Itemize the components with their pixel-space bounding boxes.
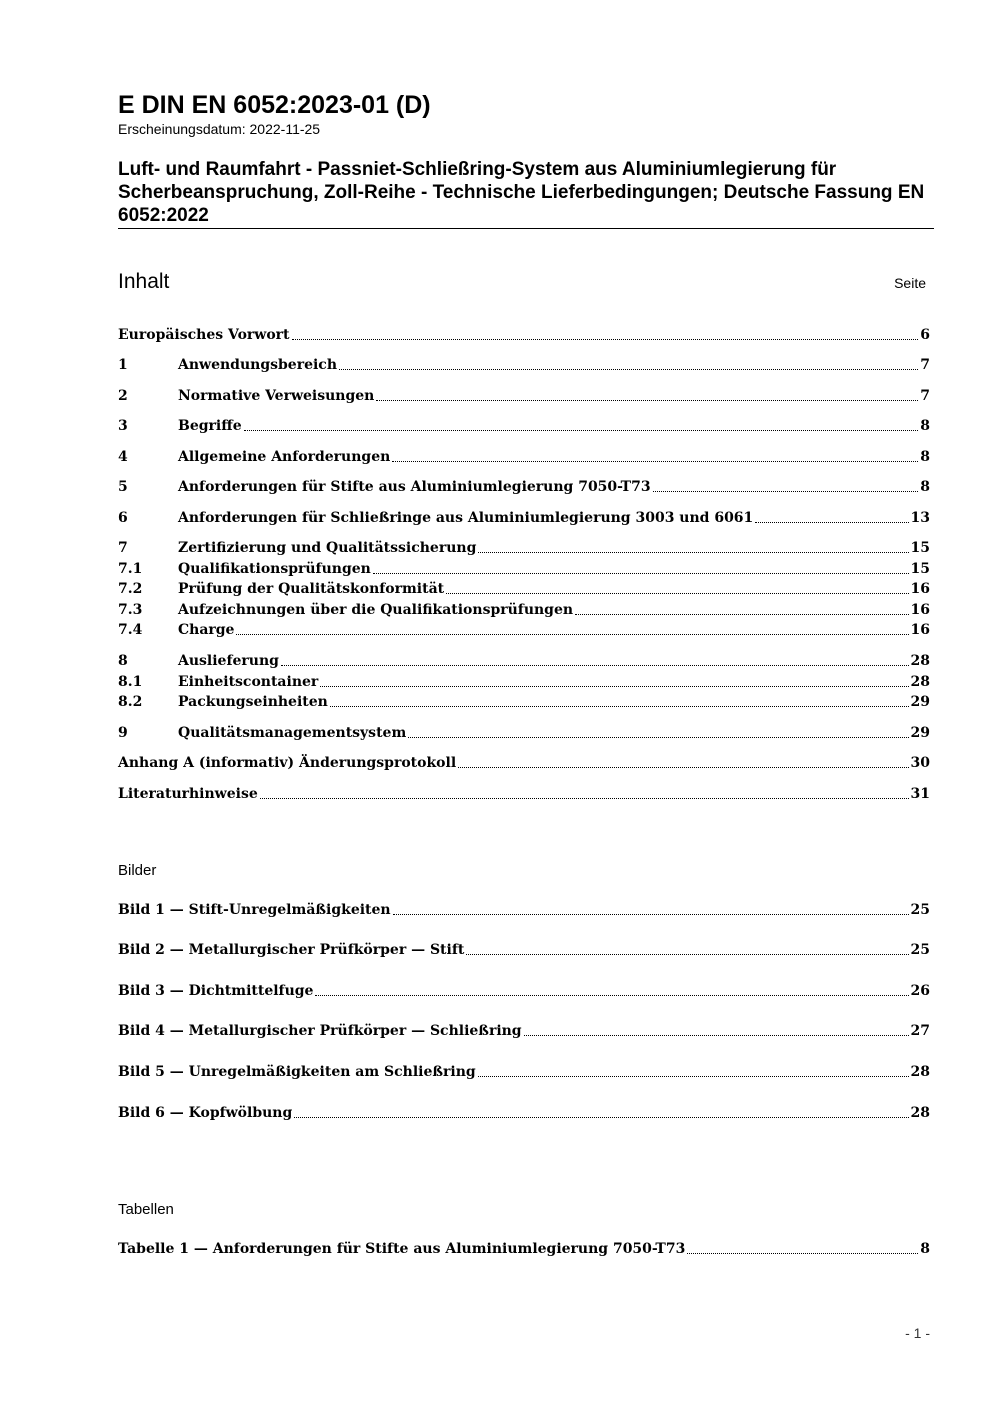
toc-entry-page: 16	[910, 622, 930, 638]
toc-entry-label: Einheitscontainer	[178, 674, 319, 690]
toc-entry-number: 9	[118, 725, 128, 741]
tables-heading: Tabellen	[118, 1201, 174, 1218]
figure-entry-label: Bild 1 — Stift-Unregelmäßigkeiten	[118, 902, 391, 918]
figure-entry[interactable]	[118, 1062, 930, 1082]
toc-entry-number: 7.4	[118, 622, 143, 638]
document-title: Luft- und Raumfahrt - Passniet-Schließring-System aus Aluminiumlegierung für Scherbeanspruchung, Zoll-Reihe - Technische Lieferbedingungen; Deutsche Fassung EN 6052:2022	[118, 158, 934, 229]
toc-entry-label: Zertifizierung und Qualitätssicherung	[178, 540, 477, 556]
document-id: E DIN EN 6052:2023-01 (D)	[118, 91, 431, 119]
toc-entry-label: Auslieferung	[178, 653, 279, 669]
figure-entry-label: Bild 3 — Dichtmittelfuge	[118, 983, 314, 999]
toc-entry-label: Europäisches Vorwort	[118, 327, 290, 343]
toc-leader-dots	[408, 736, 908, 738]
toc-entry-page: 16	[910, 602, 930, 618]
document-header	[118, 90, 934, 229]
toc-leader-dots	[755, 521, 908, 523]
toc-entry-page: 15	[910, 540, 930, 556]
toc-entry-number: 8.2	[118, 694, 143, 710]
toc-leader-dots	[466, 953, 908, 955]
toc-entry[interactable]	[118, 538, 930, 558]
toc-entry-page: 28	[910, 653, 930, 669]
toc-entry-label: Qualitätsmanagementsystem	[178, 725, 407, 741]
toc-entry-page: 8	[920, 418, 930, 434]
toc-entry-number: 5	[118, 479, 128, 495]
toc-leader-dots	[292, 338, 919, 340]
toc-entry-page: 6	[920, 327, 930, 343]
figure-entry[interactable]	[118, 1103, 930, 1123]
toc-entry-number: 8.1	[118, 674, 143, 690]
toc-entry[interactable]	[118, 753, 930, 773]
table-entry-label: Tabelle 1 — Anforderungen für Stifte aus Aluminiumlegierung 7050-T73	[118, 1241, 686, 1257]
toc-entry[interactable]	[118, 784, 930, 804]
toc-entry-page: 15	[910, 561, 930, 577]
publication-date: Erscheinungsdatum: 2022-11-25	[118, 121, 321, 137]
toc-leader-dots	[281, 664, 909, 666]
toc-leader-dots	[478, 551, 908, 553]
figure-entry-label: Bild 6 — Kopfwölbung	[118, 1105, 293, 1121]
toc-leader-dots	[575, 613, 908, 615]
toc-leader-dots	[392, 460, 918, 462]
figure-entry[interactable]	[118, 1021, 930, 1041]
toc-entry-number: 7.2	[118, 581, 143, 597]
toc-entry[interactable]	[118, 325, 930, 345]
toc-entry-label: Anhang A (informativ) Änderungsprotokoll	[118, 755, 457, 771]
toc-entry-label: Allgemeine Anforderungen	[178, 449, 391, 465]
toc-entry-page: 8	[920, 449, 930, 465]
figures-heading: Bilder	[118, 862, 157, 879]
toc-entry-page: 28	[910, 674, 930, 690]
toc-entry-label: Literaturhinweise	[118, 786, 258, 802]
toc-leader-dots	[478, 1075, 909, 1077]
toc-entry[interactable]	[118, 579, 930, 599]
toc-entry-number: 1	[118, 357, 128, 373]
toc-leader-dots	[260, 797, 909, 799]
toc-entry-label: Charge	[178, 622, 235, 638]
toc-entry-label: Normative Verweisungen	[178, 388, 375, 404]
toc-entry-page: 16	[910, 581, 930, 597]
figure-entry-page: 25	[910, 942, 930, 958]
toc-entry-label: Anforderungen für Schließringe aus Aluminiumlegierung 3003 und 6061	[178, 510, 754, 526]
toc-entry[interactable]	[118, 692, 930, 712]
toc-entry[interactable]	[118, 508, 930, 528]
toc-entry-number: 7.3	[118, 602, 143, 618]
toc-leader-dots	[294, 1116, 908, 1118]
toc-leader-dots	[330, 705, 909, 707]
toc-entry-page: 8	[920, 479, 930, 495]
toc-leader-dots	[236, 633, 908, 635]
toc-entry-label: Prüfung der Qualitätskonformität	[178, 581, 445, 597]
toc-entry[interactable]	[118, 386, 930, 406]
figure-entry[interactable]	[118, 981, 930, 1001]
toc-entry[interactable]	[118, 355, 930, 375]
figure-entry-label: Bild 5 — Unregelmäßigkeiten am Schließring	[118, 1064, 476, 1080]
toc-entry[interactable]	[118, 559, 930, 579]
toc-entry-number: 6	[118, 510, 128, 526]
toc-leader-dots	[393, 913, 909, 915]
toc-leader-dots	[244, 429, 919, 431]
toc-leader-dots	[524, 1034, 909, 1036]
page-number: - 1 -	[905, 1325, 930, 1341]
toc-entry[interactable]	[118, 600, 930, 620]
toc-entry[interactable]	[118, 672, 930, 692]
toc-entry-page: 30	[910, 755, 930, 771]
toc-leader-dots	[446, 592, 908, 594]
table-entry[interactable]	[118, 1239, 930, 1259]
figure-entry[interactable]	[118, 940, 930, 960]
toc-entry-label: Anwendungsbereich	[178, 357, 337, 373]
toc-entry-number: 8	[118, 653, 128, 669]
toc-leader-dots	[315, 994, 908, 996]
toc-entry-label: Packungseinheiten	[178, 694, 328, 710]
figure-entry-label: Bild 4 — Metallurgischer Prüfkörper — Schließring	[118, 1023, 522, 1039]
toc-leader-dots	[339, 368, 918, 370]
figure-entry-page: 26	[910, 983, 930, 999]
toc-entry[interactable]	[118, 620, 930, 640]
toc-entry-page: 13	[910, 510, 930, 526]
page-column-label: Seite	[894, 275, 926, 291]
toc-entry-label: Anforderungen für Stifte aus Aluminiumlegierung 7050-T73	[178, 479, 651, 495]
toc-entry-number: 7.1	[118, 561, 143, 577]
toc-entry-number: 2	[118, 388, 128, 404]
toc-entry-number: 7	[118, 540, 128, 556]
toc-entry-page: 29	[910, 694, 930, 710]
figure-entry-page: 27	[910, 1023, 930, 1039]
contents-heading: Inhalt	[118, 270, 170, 293]
figure-entry-page: 28	[910, 1105, 930, 1121]
figure-entry-page: 28	[910, 1064, 930, 1080]
toc-entry[interactable]	[118, 477, 930, 497]
toc-entry[interactable]	[118, 416, 930, 436]
toc-entry-page: 31	[910, 786, 930, 802]
contents-heading-row	[118, 268, 926, 298]
toc-leader-dots	[376, 399, 918, 401]
toc-entry[interactable]	[118, 723, 930, 743]
figure-entry[interactable]	[118, 900, 930, 920]
toc-leader-dots	[458, 766, 908, 768]
toc-entry[interactable]	[118, 651, 930, 671]
table-entry-page: 8	[920, 1241, 930, 1257]
toc-leader-dots	[373, 572, 909, 574]
toc-entry-page: 7	[920, 357, 930, 373]
toc-entry-page: 29	[910, 725, 930, 741]
toc-leader-dots	[320, 685, 908, 687]
toc-entry-number: 4	[118, 449, 128, 465]
toc-leader-dots	[687, 1252, 918, 1254]
toc-entry-label: Qualifikationsprüfungen	[178, 561, 371, 577]
toc-leader-dots	[653, 490, 919, 492]
figure-entry-label: Bild 2 — Metallurgischer Prüfkörper — Stift	[118, 942, 465, 958]
toc-entry-label: Begriffe	[178, 418, 242, 434]
toc-entry[interactable]	[118, 447, 930, 467]
toc-entry-label: Aufzeichnungen über die Qualifikationsprüfungen	[178, 602, 574, 618]
toc-entry-page: 7	[920, 388, 930, 404]
toc-entry-number: 3	[118, 418, 128, 434]
figure-entry-page: 25	[910, 902, 930, 918]
